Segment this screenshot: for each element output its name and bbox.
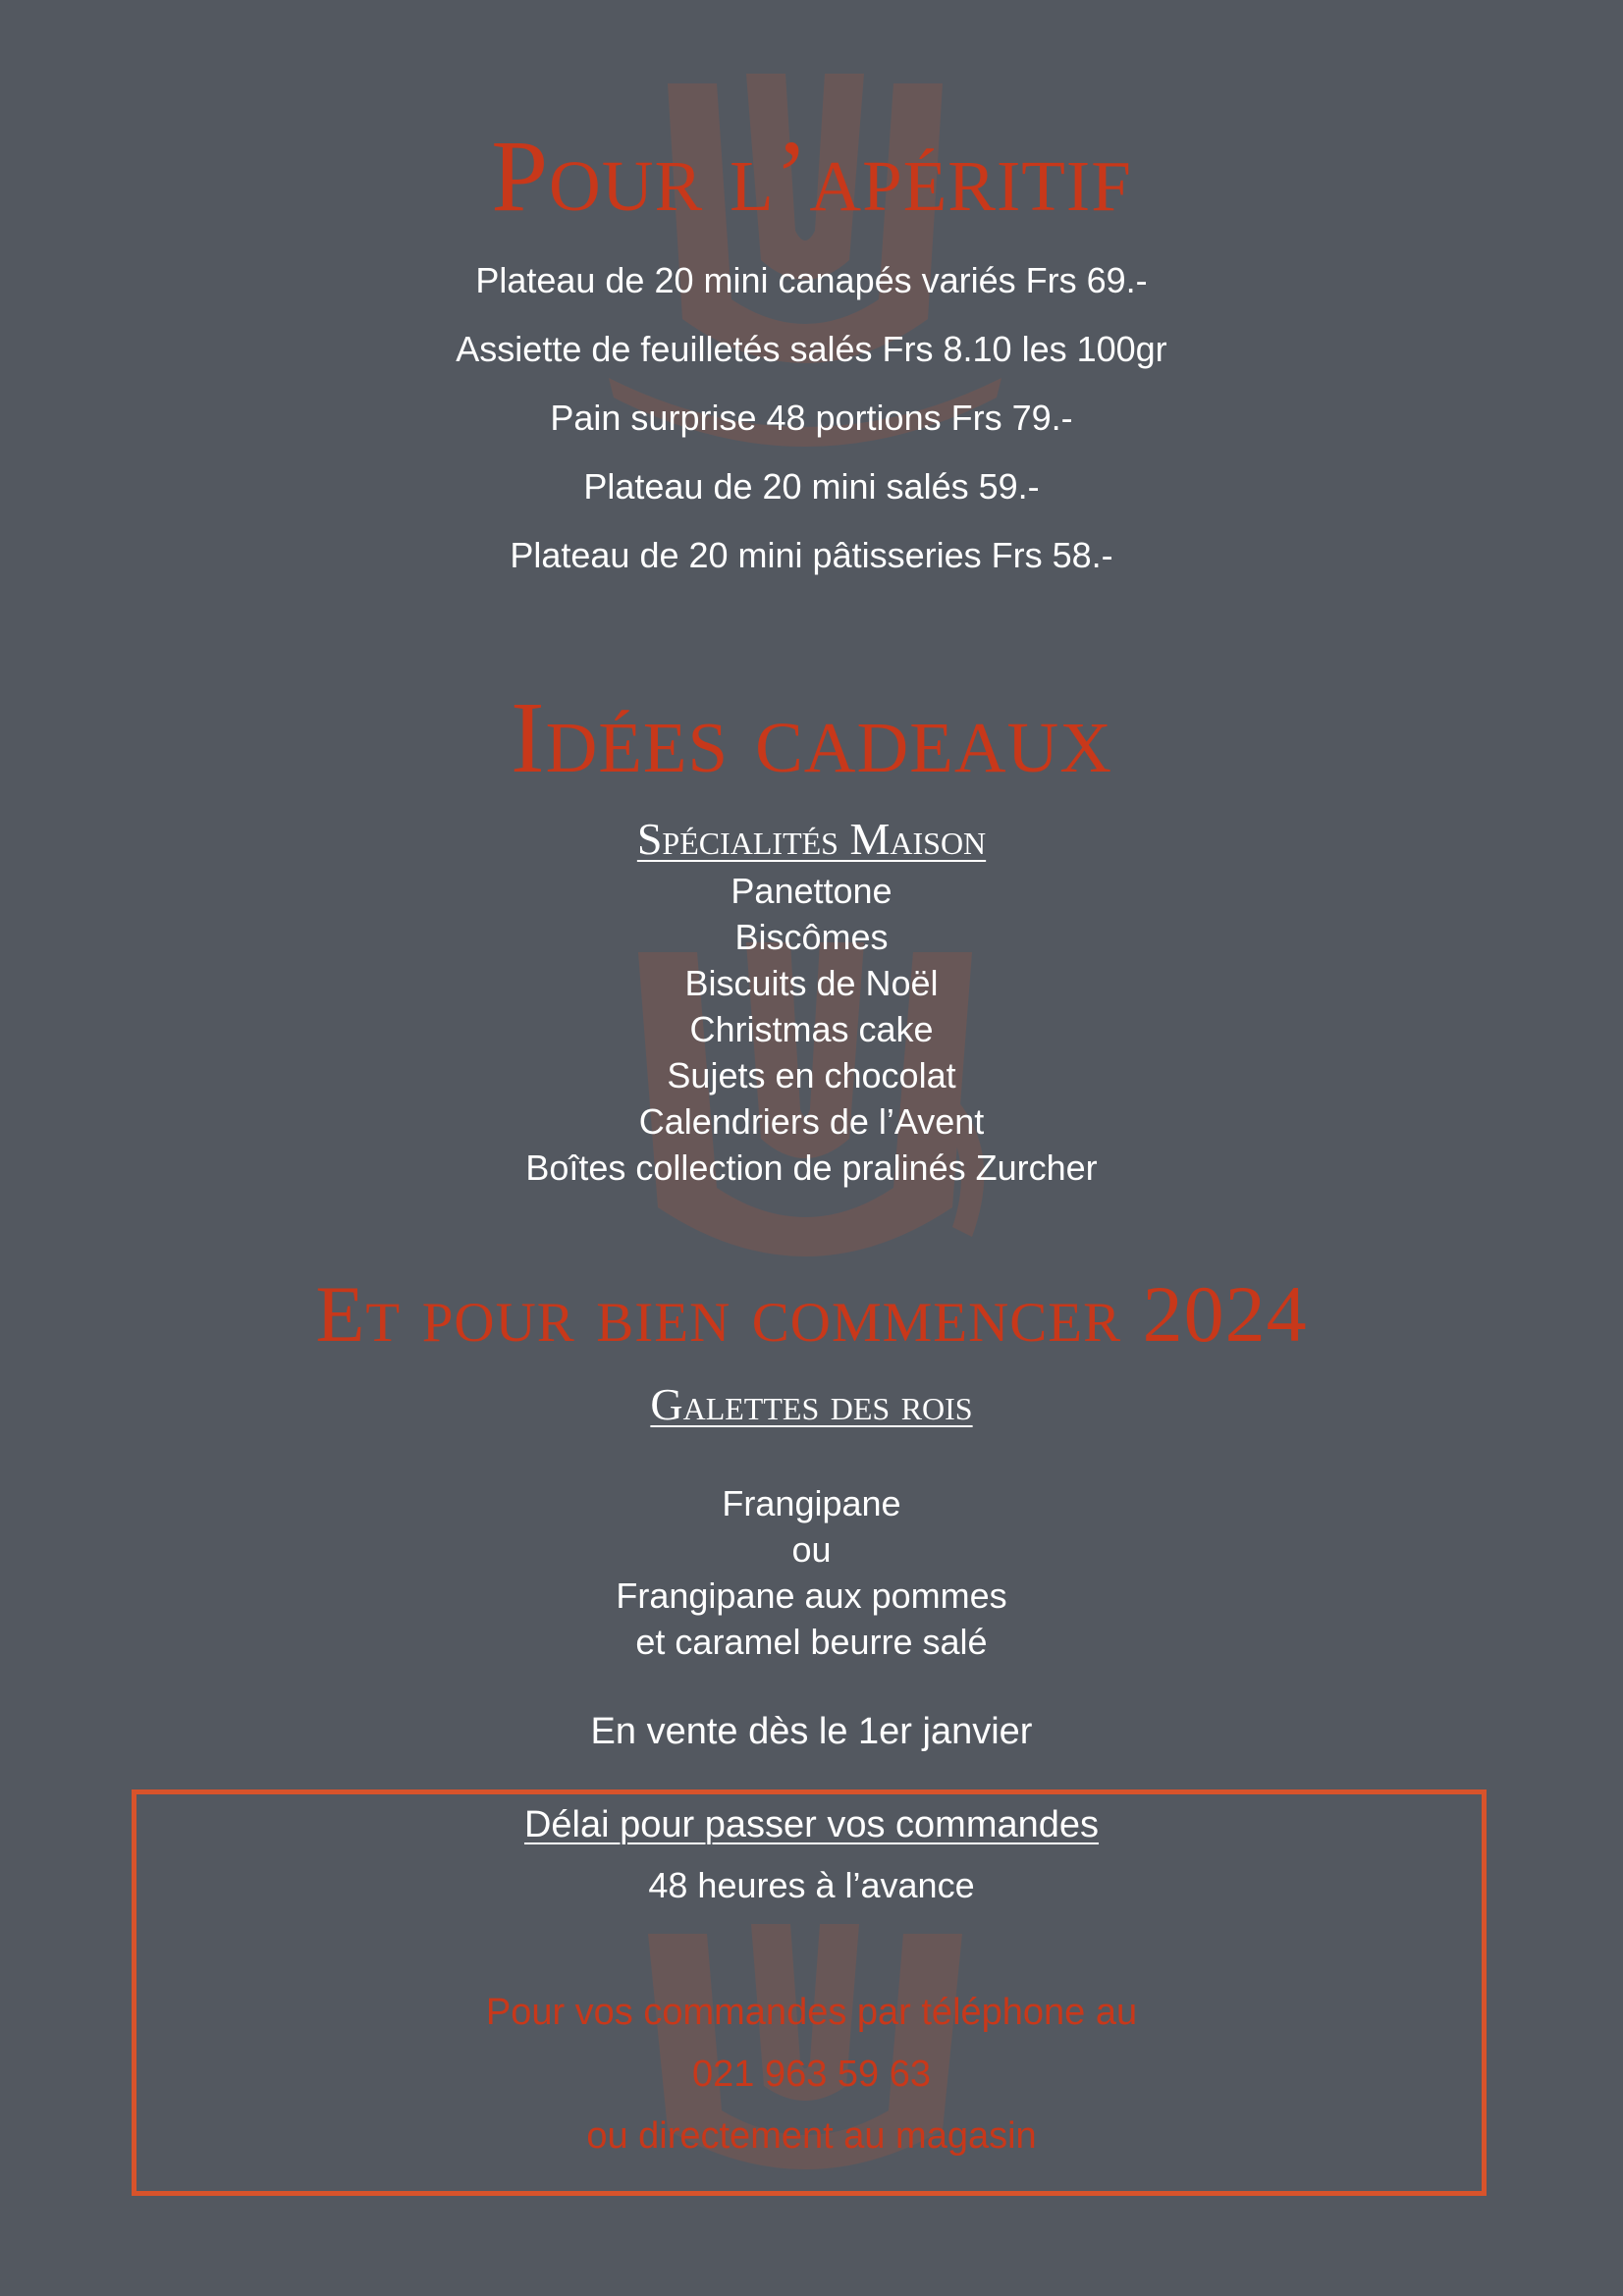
phone-intro: Pour vos commandes par téléphone au: [485, 1992, 1138, 2033]
menu-item: Plateau de 20 mini pâtisseries Frs 58.-: [510, 535, 1113, 575]
availability-note: En vente dès le 1er janvier: [590, 1711, 1033, 1752]
section-title-nouvel-an: Et pour bien commencer 2024: [315, 1269, 1308, 1359]
order-delay-value: 48 heures à l’avance: [648, 1865, 975, 1905]
list-item: Christmas cake: [689, 1009, 934, 1049]
list-item: Biscômes: [734, 917, 889, 957]
list-item: et caramel beurre salé: [635, 1622, 988, 1662]
list-item: ou: [791, 1529, 832, 1570]
gift-list: [0, 868, 1623, 1191]
list-item: Frangipane: [722, 1483, 901, 1523]
phone-number[interactable]: 021 963 59 63: [691, 2054, 931, 2095]
menu-item: Pain surprise 48 portions Frs 79.-: [550, 398, 1073, 438]
list-item: Boîtes collection de pralinés Zurcher: [525, 1148, 1098, 1188]
order-delay-heading: Délai pour passer vos commandes: [523, 1804, 1100, 1845]
subtitle-specialites: Spécialités Maison: [636, 814, 987, 864]
list-item: Frangipane aux pommes: [616, 1575, 1007, 1616]
list-item: Calendriers de l’Avent: [638, 1101, 985, 1142]
list-item: Biscuits de Noël: [684, 963, 939, 1003]
store-note: ou directement au magasin: [586, 2115, 1037, 2157]
galettes-list: [0, 1480, 1623, 1665]
menu-item: Assiette de feuilletés salés Frs 8.10 les 100gr: [456, 329, 1167, 369]
list-item: Sujets en chocolat: [667, 1055, 956, 1095]
subtitle-galettes: Galettes des rois: [650, 1379, 973, 1429]
section-title-aperitif: Pour l’apéritif: [491, 120, 1132, 233]
menu-item: Plateau de 20 mini canapés variés Frs 69.-: [475, 260, 1148, 300]
menu-item: Plateau de 20 mini salés 59.-: [583, 466, 1040, 507]
section-title-cadeaux: Idées cadeaux: [510, 681, 1112, 794]
list-item: Panettone: [730, 871, 893, 911]
